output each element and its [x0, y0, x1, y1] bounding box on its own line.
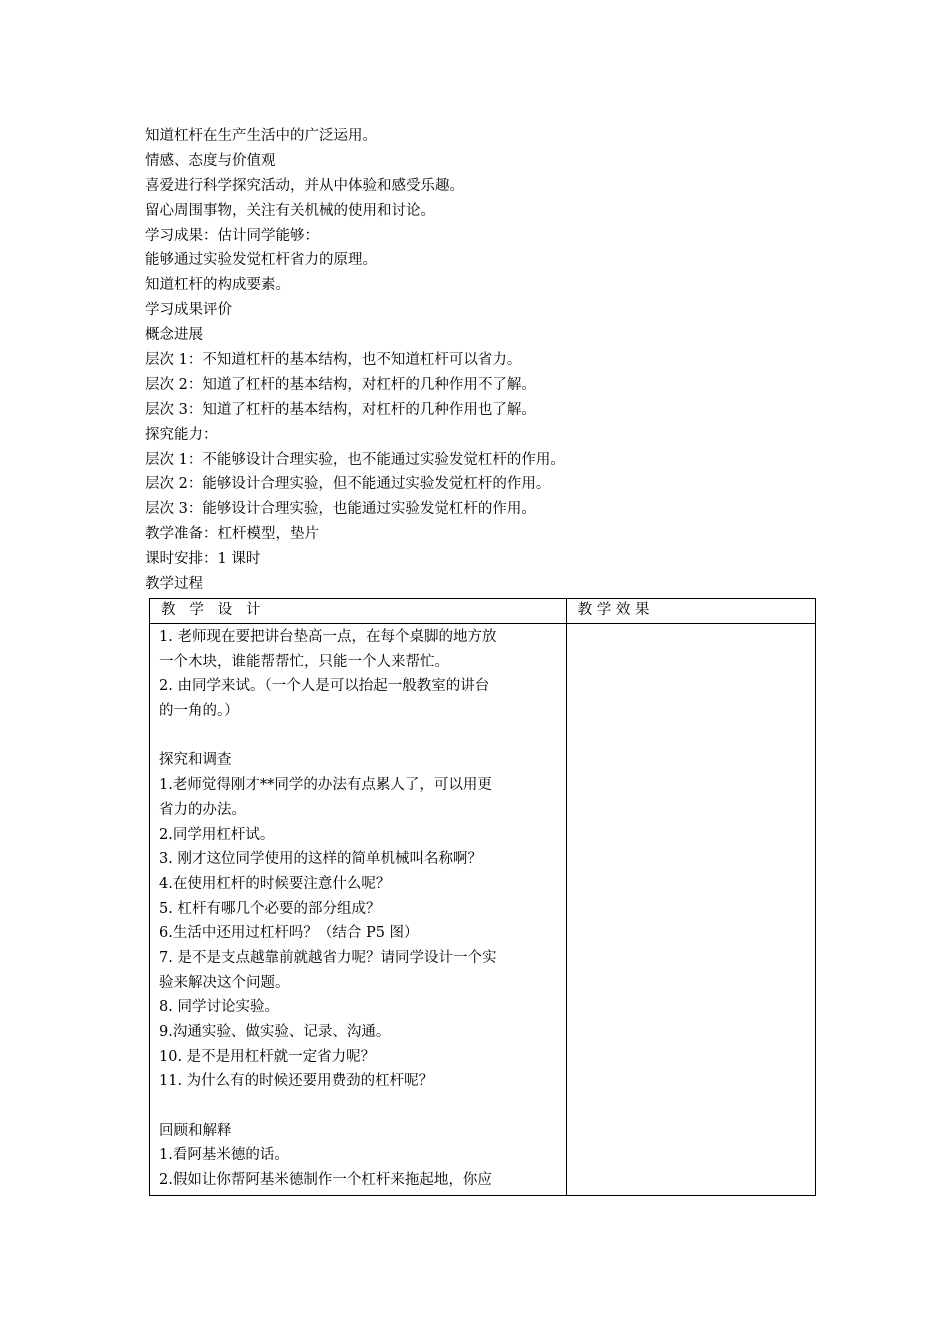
design-line: 8. 同学讨论实验。: [159, 999, 279, 1016]
design-blank-line: [159, 1094, 558, 1119]
table-header-row: [150, 599, 816, 624]
section-heading: 探究能力：: [145, 426, 218, 443]
text-line: 学习成果：估计同学能够：: [145, 227, 319, 244]
text-line: 知道杠杆的构成要素。: [145, 277, 290, 294]
design-line: 2. 由同学来试。（一个人是可以抬起一般教室的讲台: [159, 678, 490, 695]
text-line: 层次 2：能够设计合理实验，但不能通过实验发觉杠杆的作用。: [145, 476, 551, 493]
design-line: 2.假如让你帮阿基米德制作一个杠杆来拖起地，你应: [159, 1172, 492, 1189]
text-line: 教学准备：杠杆模型，垫片: [145, 526, 319, 543]
design-line: 的一角的。）: [159, 703, 239, 720]
design-line: 11. 为什么有的时候还要用费劲的杠杆呢？: [159, 1073, 434, 1090]
design-subheading: 探究和调查: [159, 752, 232, 769]
text-line: 留心周围事物，关注有关机械的使用和讨论。: [145, 202, 435, 219]
header-design: 教 学 设 计: [150, 599, 567, 624]
text-line: 层次 2：知道了杠杆的基本结构，对杠杆的几种作用不了解。: [145, 376, 536, 393]
section-heading: 情感、态度与价值观: [145, 152, 276, 169]
effect-cell: [566, 624, 815, 1196]
design-line: 一个木块，谁能帮帮忙，只能一个人来帮忙。: [159, 653, 449, 670]
design-line: 2.同学用杠杆试。: [159, 826, 275, 843]
design-line: 3. 刚才这位同学使用的这样的简单机械叫名称啊？: [159, 851, 482, 868]
section-heading: 概念进展: [145, 327, 203, 344]
intro-section: [145, 124, 825, 597]
design-line: 7. 是不是支点越靠前就越省力呢？请同学设计一个实: [159, 949, 497, 966]
text-line: 层次 3：能够设计合理实验，也能通过实验发觉杠杆的作用。: [145, 501, 536, 518]
design-line: 5. 杠杆有哪几个必要的部分组成？: [159, 900, 381, 917]
design-line: 1.看阿基米德的话。: [159, 1147, 289, 1164]
design-line: 10. 是不是用杠杆就一定省力呢？: [159, 1048, 376, 1065]
text-line: 能够通过实验发觉杠杆省力的原理。: [145, 252, 377, 269]
design-line: 省力的办法。: [159, 801, 246, 818]
design-line: 4.在使用杠杆的时候要注意什么呢？: [159, 875, 391, 892]
section-heading: 教学过程: [145, 576, 203, 593]
design-line: 1.老师觉得刚才**同学的办法有点累人了，可以用更: [159, 777, 492, 794]
text-line: 层次 1：不能够设计合理实验，也不能通过实验发觉杠杆的作用。: [145, 451, 565, 468]
section-heading: 学习成果评价: [145, 302, 232, 319]
design-blank-line: [159, 724, 558, 749]
text-line: 层次 1：不知道杠杆的基本结构，也不知道杠杆可以省力。: [145, 352, 522, 369]
design-line: 6.生活中还用过杠杆吗？（结合 P5 图）: [159, 925, 419, 942]
text-line: 喜爱进行科学探究活动，并从中体验和感受乐趣。: [145, 177, 464, 194]
text-line: 层次 3：知道了杠杆的基本结构，对杠杆的几种作用也了解。: [145, 401, 536, 418]
design-subheading: 回顾和解释: [159, 1122, 232, 1139]
lesson-process-table: [149, 598, 816, 1196]
design-line: 1. 老师现在要把讲台垫高一点，在每个桌脚的地方放: [159, 629, 497, 645]
design-line: 9.沟通实验、做实验、记录、沟通。: [159, 1024, 391, 1040]
design-cell: [150, 624, 567, 1196]
design-line: 验来解决这个问题。: [159, 974, 290, 991]
text-line: 课时安排：1 课时: [145, 551, 261, 568]
design-content: [159, 624, 558, 1193]
text-line: 知道杠杆在生产生活中的广泛运用。: [145, 128, 377, 144]
table-body-row: [150, 624, 816, 1196]
header-effect: 教 学 效 果: [566, 599, 815, 624]
